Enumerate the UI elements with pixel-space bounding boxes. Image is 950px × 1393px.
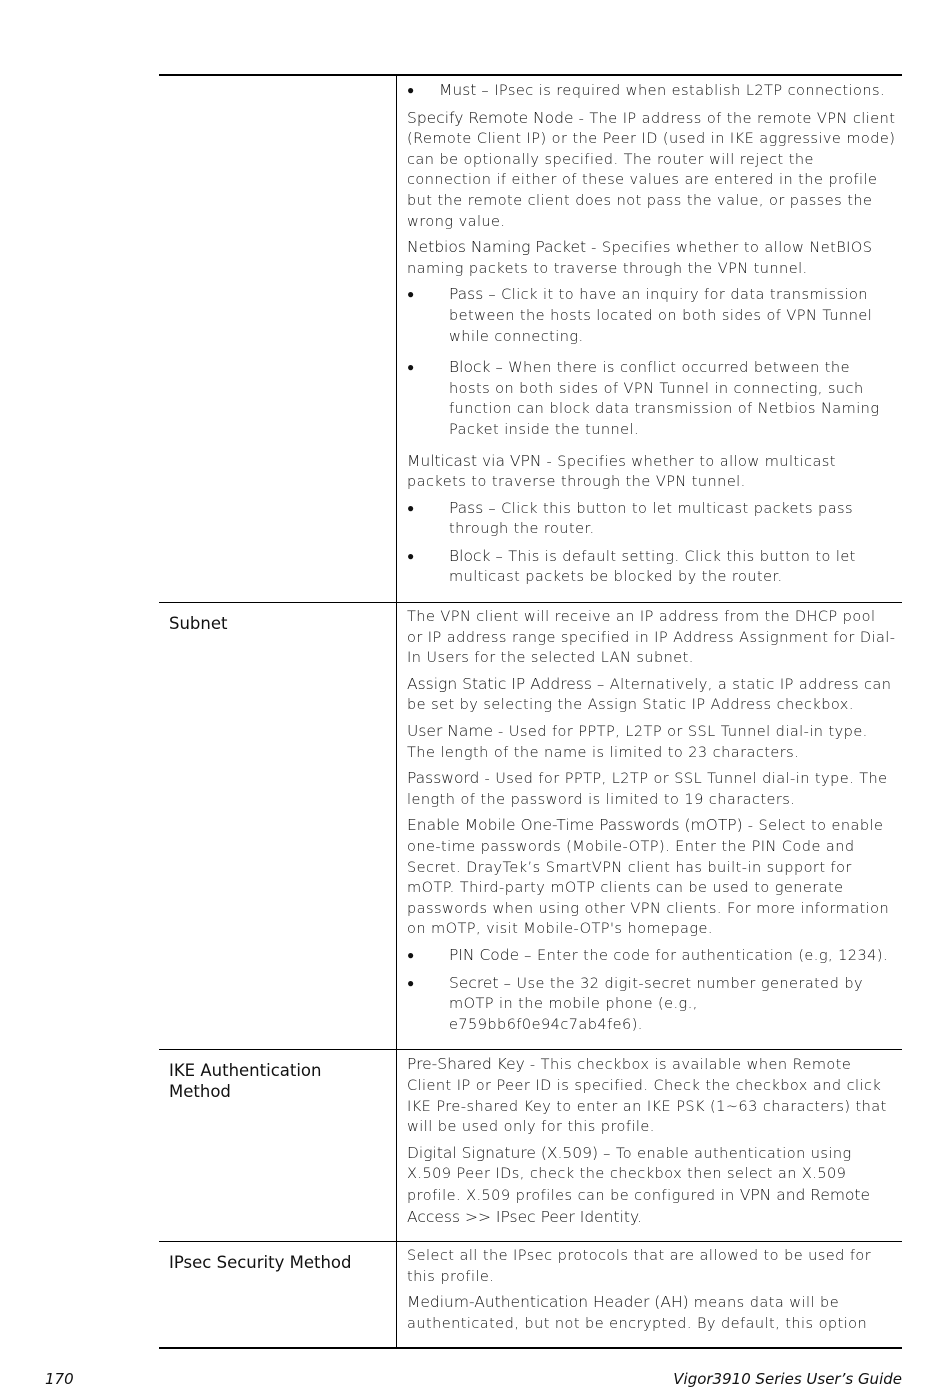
term: User Name — [407, 722, 493, 741]
term: Pass — [449, 498, 484, 517]
description-text: When there is conflict occurred between the hosts on both sides of VPN Tunnel in connecting, such function can block data transmission of Netbios Naming Packet inside the tunnel. — [449, 360, 880, 438]
description-text: Specifies whether to allow multicast packets to traverse through the VPN tunnel. — [407, 453, 836, 491]
list-item: ● Pass – Click it to have an inquiry for data transmission between the hosts located on both sides of VPN Tunnel while connecting. — [407, 284, 896, 347]
paragraph: Pre-Shared Key - This checkbox is available when Remote Client IP or Peer ID is specified. Check the checkbox and click IKE Pre-shared Key to enter an IKE PSK (1~63 characters) that will be used only for this profile. — [407, 1055, 887, 1136]
term: Password — [407, 769, 480, 788]
paragraph: Specify Remote Node - The IP address of the remote VPN client (Remote Client IP) or the Peer ID (used in IKE aggressive mode) can be optionally specified. The router will reject the connection if either of these values are entered in the profile but the remote client does not pass the value, or passes the wrong value. — [407, 108, 896, 230]
term: Specify Remote Node — [407, 108, 574, 127]
term: Netbios Naming Packet — [407, 238, 587, 257]
description-text: To enable authentication using X.509 Peer IDs, check the checkbox then select an X.509 profile. X.509 profiles can be configured in — [407, 1145, 852, 1204]
table-row — [159, 1241, 902, 1347]
row-label: IKE Authentication Method — [159, 1050, 397, 1241]
description-text: Use the 32 digit-secret number generated by mOTP in the mobile phone (e.g., e759bb6f0e94c7ab4fe6). — [449, 975, 864, 1033]
description-text: The IP address of the remote VPN client (Remote Client IP) or the Peer ID (used in IKE aggressive mode) can be optionally specified. The router will reject the connection if either of these values are entered in the profile but the remote client does not pass the value, or passes the wrong value. — [407, 110, 896, 230]
term: Assign Static IP Address — [407, 674, 592, 693]
description-text: Click this button to let multicast packets pass through the router. — [449, 500, 854, 538]
paragraph: Digital Signature (X.509) – To enable authentication using X.509 Peer IDs, check the checkbox then select an X.509 profile. X.509 profiles can be configured in VPN and Remote Access >> IPsec Peer Identity. — [407, 1143, 871, 1226]
bullet-icon: ● — [407, 975, 415, 990]
row-description — [397, 1050, 902, 1241]
list-item: ● Secret – Use the 32 digit-secret number generated by mOTP in the mobile phone (e.g., e759bb6f0e94c7ab4fe6). — [407, 973, 896, 1036]
paragraph — [407, 1246, 896, 1287]
description-text: Used for PPTP, L2TP or SSL Tunnel dial-in type. The length of the password is limited to 19 characters. — [407, 771, 888, 808]
term: Block — [449, 546, 491, 565]
description-text: Enter the code for authentication (e.g, 1234). — [536, 947, 889, 964]
bullet-icon: ● — [407, 500, 415, 515]
menu-path: VPN and Remote Access >> IPsec Peer Identity. — [407, 1185, 871, 1226]
paragraph: Password - Used for PPTP, L2TP or SSL Tunnel dial-in type. The length of the password is limited to 19 characters. — [407, 769, 888, 808]
guide-title: Vigor3910 Series User’s Guide — [673, 1370, 902, 1388]
description-text: Specifies whether to allow NetBIOS naming packets to traverse through the VPN tunnel. — [407, 240, 873, 277]
list-item: ● Must – IPsec is required when establish L2TP connections. — [407, 80, 896, 102]
description-text: Select all the IPsec protocols that are allowed to be used for this profile. — [407, 1248, 872, 1285]
bullet-icon: ● — [407, 360, 415, 375]
page-number: 170 — [45, 1370, 74, 1388]
row-label: IPsec Security Method — [159, 1242, 397, 1347]
description-text: Select to enable one-time passwords (Mobile-OTP). Enter the PIN Code and Secret. DrayTek’s SmartVPN client has built-in support for mOTP. Third-party mOTP clients can be used to generate passwords when using other VPN clients. For more information on mOTP, visit Mobile-OTP's homepage. — [407, 818, 890, 938]
paragraph: User Name - Used for PPTP, L2TP or SSL Tunnel dial-in type. The length of the name is limited to 23 characters. — [407, 722, 868, 761]
description-text: IPsec is required when establish L2TP connections. — [494, 83, 886, 99]
bullet-icon: ● — [407, 947, 415, 962]
settings-table — [159, 74, 902, 1349]
term: Must — [439, 81, 477, 99]
term: Multicast via VPN — [407, 451, 542, 470]
table-row — [159, 602, 902, 1049]
row-description — [397, 1242, 902, 1347]
description-text: This checkbox is available when Remote Client IP or Peer ID is specified. Check the checkbox and click IKE Pre-shared Key to enter an IKE PSK (1~63 characters) that will be used only for this profile. — [407, 1057, 887, 1136]
paragraph: Netbios Naming Packet - Specifies whether to allow NetBIOS naming packets to traverse through the VPN tunnel. — [407, 238, 873, 277]
term: Pre-Shared Key — [407, 1055, 525, 1074]
description-text: The VPN client will receive an IP address from the DHCP pool or IP address range specified in IP Address Assignment for Dial-In Users for the selected LAN subnet. — [407, 609, 896, 667]
paragraph: Assign Static IP Address – Alternatively, a static IP address can be set by selecting the Assign Static IP Address checkbox. — [407, 674, 892, 714]
term: Secret — [449, 973, 499, 992]
row-label: Subnet — [159, 603, 397, 1049]
term: PIN Code — [449, 945, 520, 964]
term: Enable Mobile One-Time Passwords (mOTP) — [407, 816, 743, 835]
paragraph — [407, 1292, 896, 1334]
bullet-icon: ● — [407, 83, 415, 97]
description-text: This is default setting. Click this button to let multicast packets be blocked by the router. — [449, 548, 856, 586]
paragraph: Enable Mobile One-Time Passwords (mOTP) - Select to enable one-time passwords (Mobile-OTP). Enter the PIN Code and Secret. DrayTek’s SmartVPN client has built-in support for mOTP. Third-party mOTP clients can be used to generate passwords when using other VPN clients. For more information on mOTP, visit Mobile-OTP's homepage. — [407, 816, 890, 938]
row-label — [159, 76, 397, 602]
list-item: ● Block – This is default setting. Click this button to let multicast packets be blocked by the router. — [407, 546, 896, 588]
description-text: means data will be authenticated, but not be encrypted. By default, this option — [407, 1295, 868, 1332]
paragraph: Multicast via VPN - Specifies whether to allow multicast packets to traverse through the VPN tunnel. — [407, 451, 836, 491]
list-item: ● Block – When there is conflict occurred between the hosts on both sides of VPN Tunnel in connecting, such function can block data transmission of Netbios Naming Packet inside the tunnel. — [407, 357, 896, 440]
paragraph — [407, 607, 896, 669]
description-text: Alternatively, a static IP address can be set by selecting the Assign Static IP Address checkbox. — [407, 676, 892, 714]
list-item: ● PIN Code – Enter the code for authentication (e.g, 1234). — [407, 945, 896, 967]
bullet-icon: ● — [407, 287, 415, 302]
term: Block — [449, 358, 491, 377]
term: Digital Signature (X.509) — [407, 1143, 599, 1162]
row-description — [397, 603, 902, 1049]
row-description — [397, 76, 902, 602]
term: Pass — [449, 285, 484, 304]
table-row — [159, 1049, 902, 1241]
list-item: ● Pass – Click this button to let multicast packets pass through the router. — [407, 498, 896, 540]
term: Medium-Authentication Header (AH) — [407, 1293, 689, 1312]
bullet-icon: ● — [407, 548, 415, 563]
description-text: Used for PPTP, L2TP or SSL Tunnel dial-in type. The length of the name is limited to 23 characters. — [407, 724, 868, 761]
table-row — [159, 76, 902, 602]
description-text: Click it to have an inquiry for data transmission between the hosts located on both sides of VPN Tunnel while connecting. — [449, 287, 873, 345]
